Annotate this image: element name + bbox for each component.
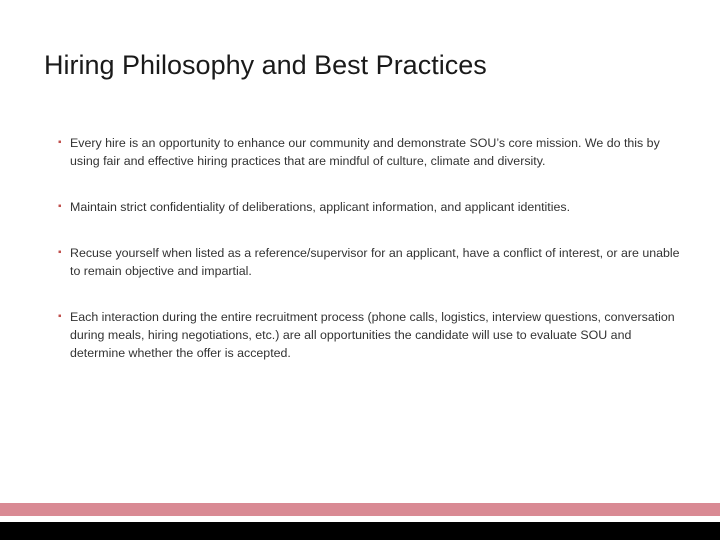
bullet-marker-icon: ▪ <box>58 247 62 258</box>
bullet-text: Each interaction during the entire recruitment process (phone calls, logistics, interview questions, conversation during meals, hiring negotiations, etc.) are all opportunities the candidate will use to evaluate SOU and determine whether the offer is accepted. <box>70 310 675 360</box>
bullet-text: Maintain strict confidentiality of deliberations, applicant information, and applicant identities. <box>70 200 571 214</box>
bullet-item-4 <box>58 308 688 362</box>
slide-title: Hiring Philosophy and Best Practices <box>44 50 487 80</box>
bullet-marker-icon: ▪ <box>58 201 62 212</box>
bullet-marker-icon: ▪ <box>58 137 62 148</box>
bullet-item-2 <box>58 198 688 216</box>
bullet-list <box>58 134 688 390</box>
bullet-item-3 <box>58 244 688 280</box>
footer-accent-band <box>0 503 720 516</box>
bullet-text: Every hire is an opportunity to enhance our community and demonstrate SOU’s core mission. We do this by using fair and effective hiring practices that are mindful of culture, climate and diversity. <box>70 136 660 168</box>
bullet-marker-icon: ▪ <box>58 311 62 322</box>
bullet-text: Recuse yourself when listed as a reference/supervisor for an applicant, have a conflict of interest, or are unable to remain objective and impartial. <box>70 246 680 278</box>
footer-black-band <box>0 522 720 540</box>
bullet-item-1 <box>58 134 688 170</box>
